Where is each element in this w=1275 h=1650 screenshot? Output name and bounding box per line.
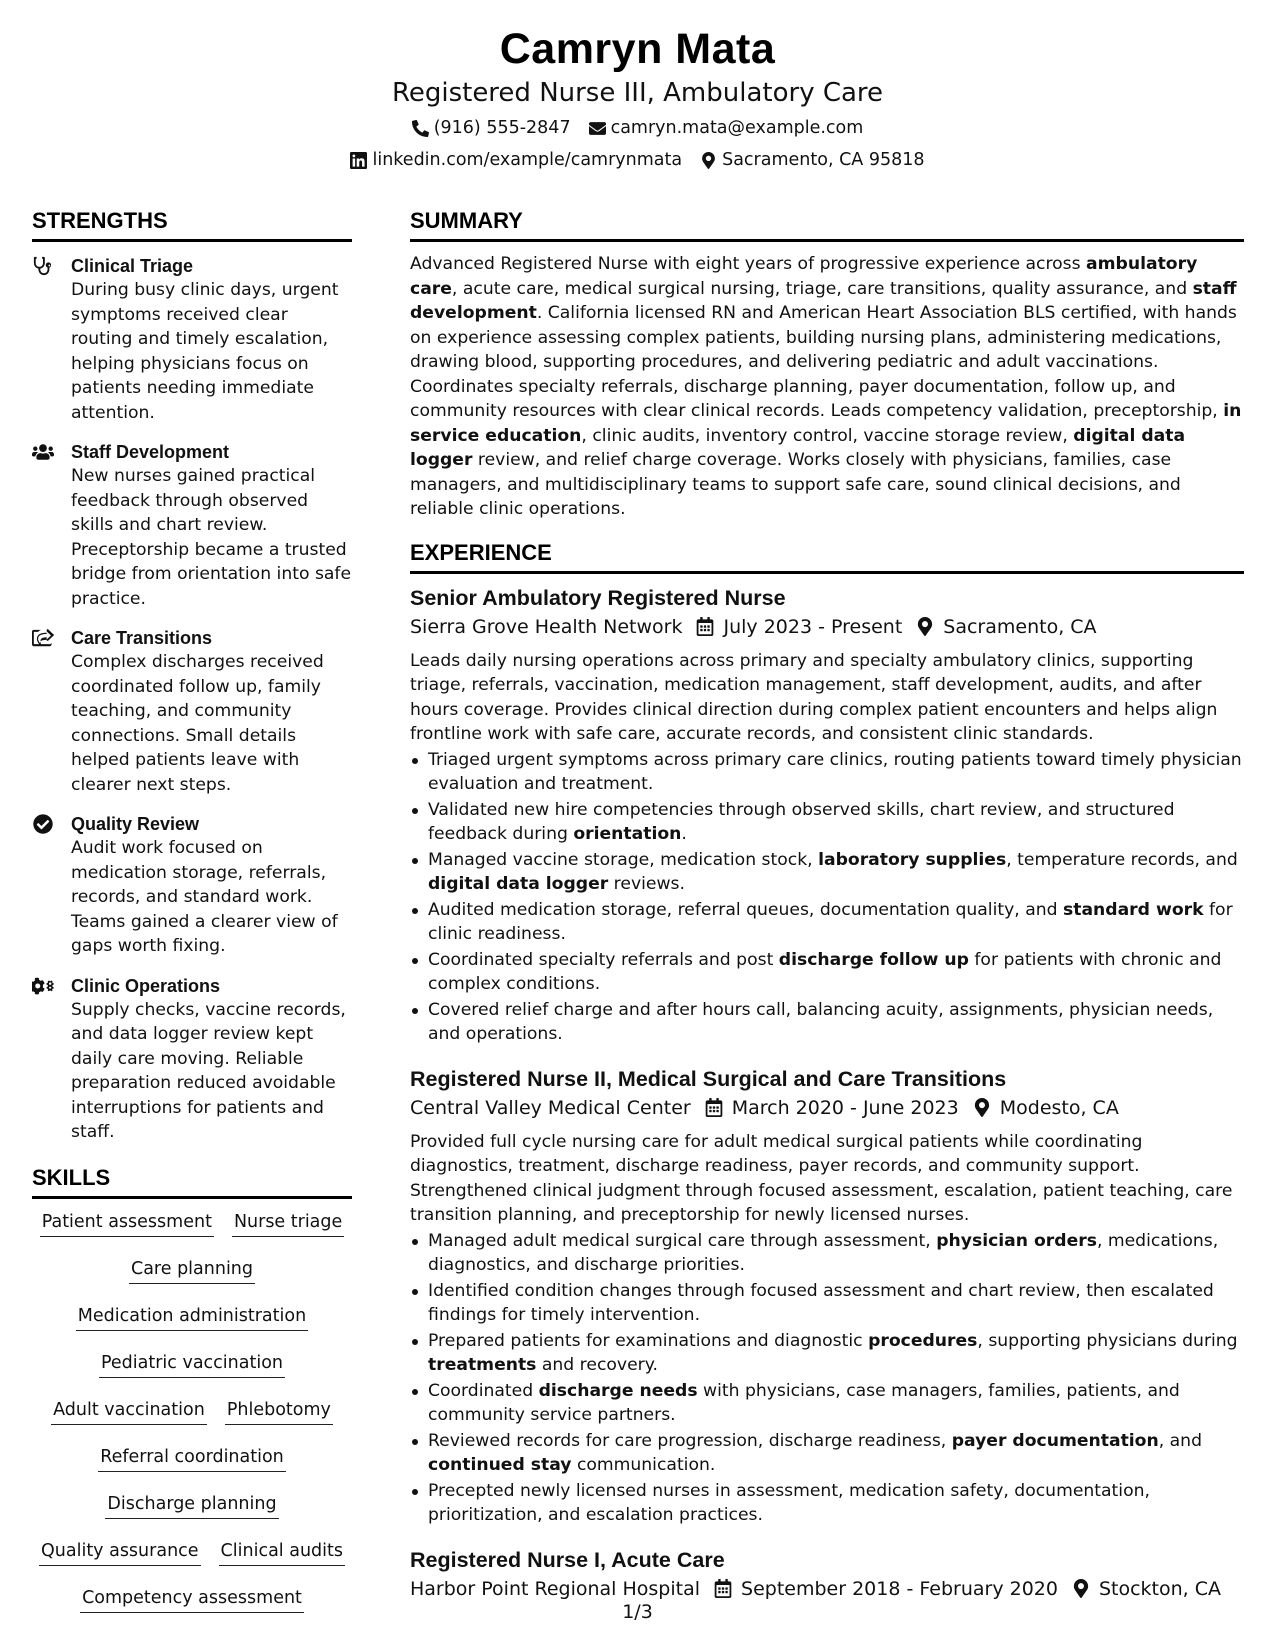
bullet-item: Identified condition changes through focused assessment and chart review, then escalated findings for timely intervention.	[410, 1279, 1244, 1328]
strength-text: Audit work focused on medication storage, referrals, records, and standard work. Teams gained a clearer view of gaps worth fixing.	[71, 838, 338, 956]
skill-tag: Discharge planning	[105, 1492, 278, 1519]
strength-title: Care Transitions	[71, 628, 213, 648]
location-text: Sacramento, CA 95818	[722, 150, 925, 170]
bullet-item: Covered relief charge and after hours call, balancing acuity, assignments, physician needs, and operations.	[410, 998, 1244, 1047]
job-entry	[410, 1546, 1244, 1604]
job-company: Harbor Point Regional Hospital	[410, 1577, 701, 1600]
strength-title: Staff Development	[71, 442, 230, 462]
job-bullets	[410, 748, 1244, 1047]
skill-row	[32, 1445, 352, 1472]
bullet-item: Prepared patients for examinations and diagnostic procedures, supporting physicians during treatments and recovery.	[410, 1329, 1244, 1378]
job-company: Sierra Grove Health Network	[410, 615, 683, 638]
map-pin-icon	[902, 617, 943, 636]
experience-heading: EXPERIENCE	[410, 538, 1244, 574]
cogs-icon	[32, 976, 54, 996]
job-entry	[410, 1065, 1244, 1528]
skill-tag: Care planning	[129, 1257, 255, 1284]
strength-item	[32, 812, 352, 959]
phone-icon	[412, 120, 429, 137]
calendar-icon	[700, 1579, 741, 1598]
bullet-item: Coordinated specialty referrals and post discharge follow up for patients with chronic and complex conditions.	[410, 948, 1244, 997]
strength-title: Clinical Triage	[71, 256, 194, 276]
strength-text: Supply checks, vaccine records, and data logger review kept daily care moving. Reliable preparation reduced avoidable interruptions for patients and staff.	[71, 999, 346, 1142]
skills-list	[32, 1210, 352, 1613]
bullet-item: Coordinated discharge needs with physicians, case managers, families, patients, and community service partners.	[410, 1379, 1244, 1428]
linkedin-contact[interactable]	[350, 149, 682, 171]
contact-row-1	[0, 117, 1275, 139]
strength-text: During busy clinic days, urgent symptoms received clear routing and timely escalation, helping physicians focus on patients needing immediate attention.	[71, 280, 339, 423]
map-pin-icon	[959, 1098, 1000, 1117]
check-circle-icon	[32, 814, 54, 834]
phone-text: (916) 555-2847	[433, 118, 571, 138]
bullet-item: Validated new hire competencies through observed skills, chart review, and structured feedback during orientation.	[410, 798, 1244, 847]
email-contact[interactable]	[589, 117, 864, 139]
job-meta	[410, 1574, 1244, 1604]
location-contact	[700, 149, 924, 171]
strengths-list	[32, 254, 352, 1145]
candidate-name: Camryn Mata	[499, 25, 776, 73]
summary-heading: SUMMARY	[410, 206, 1244, 242]
skill-row	[32, 1539, 352, 1566]
users-icon	[32, 442, 54, 462]
strength-item	[32, 440, 352, 611]
candidate-role: Registered Nurse III, Ambulatory Care	[391, 78, 884, 108]
bullet-item: Managed adult medical surgical care through assessment, physician orders, medications, diagnostics, and discharge priorities.	[410, 1229, 1244, 1278]
skill-tag: Adult vaccination	[51, 1398, 207, 1425]
skill-row	[32, 1398, 352, 1425]
share-square-icon	[32, 628, 54, 648]
strength-text: New nurses gained practical feedback through observed skills and chart review. Preceptorship became a trusted bridge from orientation into safe practice.	[71, 466, 352, 609]
strength-title: Clinic Operations	[71, 975, 221, 996]
job-title: Registered Nurse II, Medical Surgical and Care Transitions	[410, 1066, 1007, 1091]
skill-row	[32, 1257, 352, 1284]
calendar-icon	[691, 1098, 732, 1117]
skill-tag: Medication administration	[76, 1304, 308, 1331]
strength-item	[32, 626, 352, 797]
right-column	[410, 206, 1244, 1604]
page-number: 1/3	[622, 1601, 653, 1623]
left-column	[32, 206, 352, 1633]
skill-row	[32, 1492, 352, 1519]
strength-item	[32, 254, 352, 425]
skill-tag: Phlebotomy	[225, 1398, 333, 1425]
job-description: Leads daily nursing operations across primary and specialty ambulatory clinics, supporting triage, referrals, vaccination, medication management, staff development, audits, and after hours coverage. Provides clinical direction during complex patient encounters and helps align frontline work with safe care, accurate records, and consistent clinic standards.	[410, 650, 1218, 744]
job-dates: September 2018 - February 2020	[741, 1577, 1058, 1600]
job-location: Sacramento, CA	[943, 615, 1097, 638]
bullet-item: Reviewed records for care progression, discharge readiness, payer documentation, and continued stay communication.	[410, 1429, 1244, 1478]
job-title: Registered Nurse I, Acute Care	[410, 1547, 725, 1572]
job-dates: July 2023 - Present	[723, 615, 903, 638]
strength-item	[32, 974, 352, 1145]
job-location: Stockton, CA	[1098, 1577, 1222, 1600]
skill-tag: Patient assessment	[40, 1210, 214, 1237]
envelope-icon	[589, 120, 606, 137]
calendar-icon	[682, 617, 723, 636]
linkedin-icon	[350, 152, 367, 169]
phone-contact[interactable]	[412, 117, 571, 139]
stethoscope-icon	[32, 256, 54, 276]
contact-row-2	[0, 149, 1275, 171]
skill-tag: Quality assurance	[39, 1539, 201, 1566]
bullet-item: Audited medication storage, referral queues, documentation quality, and standard work for clinic readiness.	[410, 898, 1244, 947]
skills-heading: SKILLS	[32, 1163, 352, 1199]
skill-row	[32, 1304, 352, 1331]
skill-tag: Competency assessment	[80, 1586, 304, 1613]
bullet-item: Managed vaccine storage, medication stock, laboratory supplies, temperature records, and digital data logger reviews.	[410, 848, 1244, 897]
job-company: Central Valley Medical Center	[410, 1096, 691, 1119]
job-meta	[410, 1093, 1244, 1123]
skill-tag: Referral coordination	[98, 1445, 286, 1472]
job-title: Senior Ambulatory Registered Nurse	[410, 585, 786, 610]
strengths-heading: STRENGTHS	[32, 206, 352, 242]
strength-text: Complex discharges received coordinated follow up, family teaching, and community connections. Small details helped patients leave with clearer next steps.	[71, 652, 324, 795]
skill-tag: Pediatric vaccination	[99, 1351, 285, 1378]
email-text: camryn.mata@example.com	[610, 118, 864, 138]
skill-row	[32, 1210, 352, 1237]
summary-text: Advanced Registered Nurse with eight years of progressive experience across ambulatory care, acute care, medical surgical nursing, triage, care transitions, quality assurance, and staff development. California licensed RN and American Heart Association BLS certified, with hands on experience assessing complex patients, building nursing plans, administering medications, drawing blood, supporting procedures, and delivering pediatric and adult vaccinations. Coordinates specialty referrals, discharge planning, payer documentation, follow up, and community resources with clear clinical records. Leads competency validation, preceptorship, in service education, clinic audits, inventory control, vaccine storage review, digital data logger review, and relief charge coverage. Works closely with physicians, families, case managers, and multidisciplinary teams to support safe care, sound clinical decisions, and reliable clinic operations.	[410, 254, 1242, 519]
experience-list	[410, 584, 1244, 1604]
skill-tag: Clinical audits	[219, 1539, 345, 1566]
skill-row	[32, 1351, 352, 1378]
resume-header	[0, 22, 1275, 171]
job-dates: March 2020 - June 2023	[731, 1096, 959, 1119]
job-description: Provided full cycle nursing care for adult medical surgical patients while coordinating diagnostics, treatment, discharge readiness, payer records, and community support. Strengthened clinical judgment through focused assessment, escalation, patient teaching, care transition planning, and preceptorship for newly licensed nurses.	[410, 1131, 1233, 1225]
job-location: Modesto, CA	[999, 1096, 1119, 1119]
linkedin-text: linkedin.com/example/camrynmata	[372, 150, 683, 170]
job-meta	[410, 612, 1244, 642]
bullet-item: Triaged urgent symptoms across primary care clinics, routing patients toward timely physician evaluation and treatment.	[410, 748, 1244, 797]
map-pin-icon	[700, 152, 717, 169]
map-pin-icon	[1058, 1579, 1099, 1598]
bullet-item: Precepted newly licensed nurses in assessment, medication safety, documentation, prioritization, and escalation practices.	[410, 1479, 1244, 1528]
job-bullets	[410, 1229, 1244, 1528]
job-entry	[410, 584, 1244, 1047]
skill-tag: Nurse triage	[232, 1210, 344, 1237]
strength-title: Quality Review	[71, 814, 200, 834]
